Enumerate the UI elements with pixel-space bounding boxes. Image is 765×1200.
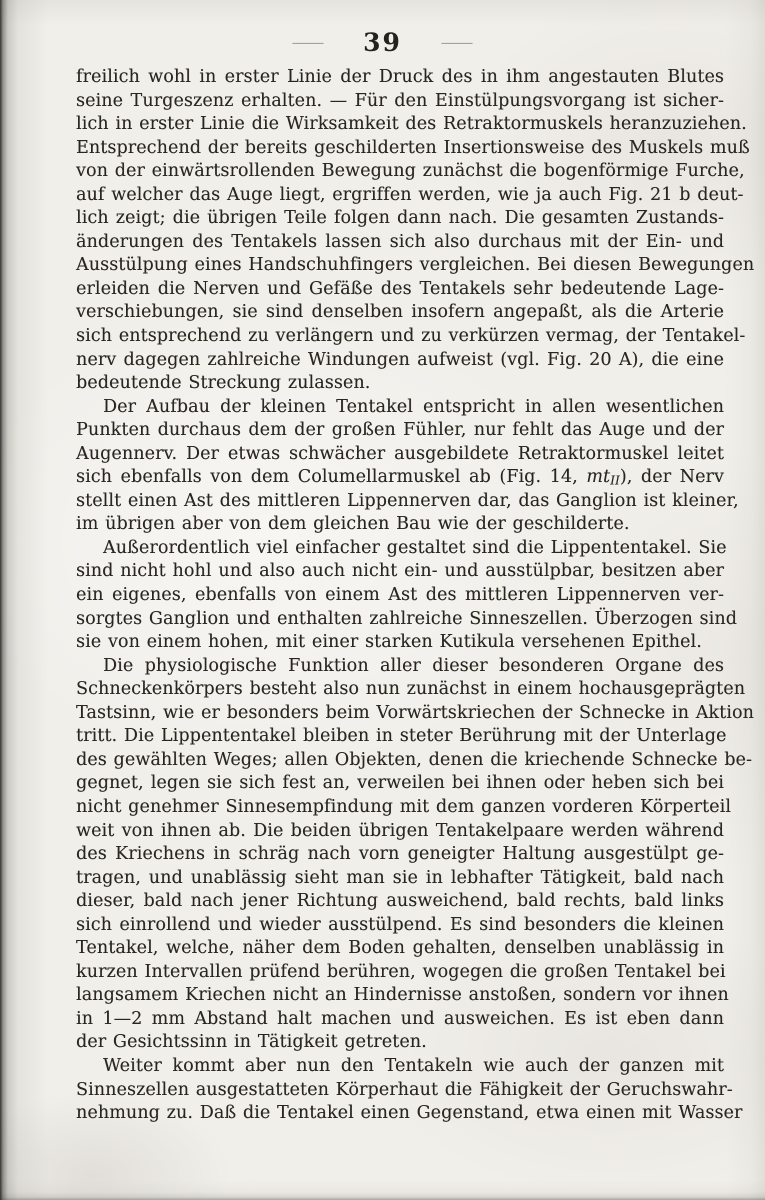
text-line: verschiebungen, sie sind denselben insofern angepaßt, als die Arterie [76,302,724,323]
text-line: Schneckenkörpers besteht also nun zunächst in einem hochausgeprägten [76,679,746,700]
text-line: stellt einen Ast des mittleren Lippennerven dar, das Ganglion ist kleiner, [76,490,739,511]
paragraph [76,655,754,1055]
text-segment: ), der Nerv [619,467,724,488]
text-line: Augennerv. Der etwas schwächer ausgebildete Retraktormuskel leitet [76,443,724,464]
text-line: Der Aufbau der kleinen Tentakel entspricht in allen wesentlichen [103,396,724,417]
text-line: seine Turgeszenz erhalten. — Für den Einstülpungsvorgang ist sicher- [76,90,724,111]
text-line: Punkten durchaus dem der großen Fühler, nur fehlt das Auge und der [76,420,724,441]
text-line: von der einwärtsrollenden Bewegung zunächst die bogenförmige Furche, [76,161,745,182]
text-line: nerv dagegen zahlreiche Windungen aufweist (vgl. Fig. 20 A), die eine [76,349,724,370]
text-line: bedeutende Streckung zulassen. [76,373,371,394]
text-line: sich entsprechend zu verlängern und zu verkürzen vermag, der Tentakel- [76,326,746,347]
header-dash-left: — [290,31,326,53]
text-block [76,66,755,1126]
paragraph [76,1055,743,1126]
text-line: des Kriechens in schräg nach vorn geneigter Haltung ausgestülpt ge- [76,844,724,865]
text-line: tragen, und unablässig sieht man sie in lebhafter Tätigkeit, bald nach [76,867,724,888]
page-number: 39 [363,27,402,57]
text-line: ein eigenes, ebenfalls von einem Ast des mittleren Lippennerven ver- [76,585,724,606]
text-line: Ausstülpung eines Handschuhfingers vergleichen. Bei diesen Bewegungen [76,255,755,276]
text-line: Sinneszellen ausgestatteten Körperhaut die Fähigkeit der Geruchswahr- [76,1079,733,1100]
text-line: lich in erster Linie die Wirksamkeit des Retraktormuskels heranzuziehen. [76,114,747,135]
text-line: gegnet, legen sie sich fest an, verweilen bei ihnen oder heben sich bei [76,773,724,794]
header-dash-right: — [439,31,474,53]
text-line: Außerordentlich viel einfacher gestaltet sind die Lippententakel. Sie [103,537,727,558]
text-line: erleiden die Nerven und Gefäße des Tentakels sehr bedeutende Lage- [76,278,724,299]
text-line: langsamem Kriechen nicht an Hindernisse anstoßen, sondern vor ihnen [76,985,729,1006]
text-line: dieser, bald nach jener Richtung ausweichend, bald rechts, bald links [76,891,724,912]
text-line: der Gesichtssinn in Tätigkeit getreten. [76,1032,427,1053]
text-line: sich einrollend und wieder ausstülpend. Es sind besonders die kleinen [76,914,724,935]
text-line: kurzen Intervallen prüfend berühren, wogegen die großen Tentakel bei [76,961,726,982]
text-line: Tastsinn, wie er besonders beim Vorwärtskriechen der Schnecke in Aktion [76,702,754,723]
text-line [76,466,724,490]
text-line: in 1—2 mm Abstand halt machen und ausweichen. Es ist eben dann [76,1008,724,1029]
paragraph [76,66,755,396]
text-segment: sich ebenfalls von dem Columellarmuskel ab (Fig. 14, [76,467,587,488]
text-line: sind nicht hohl und also auch nicht ein- und ausstülpbar, besitzen aber [76,561,724,582]
page-header [0,22,765,62]
text-line: sorgtes Ganglion und enthalten zahlreiche Sinneszellen. Überzogen sind [76,608,737,629]
text-line: des gewählten Weges; allen Objekten, denen die kriechende Schnecke be- [76,749,753,770]
text-line: nicht genehmer Sinnesempfindung mit dem ganzen vorderen Körperteil [76,796,732,817]
text-line: im übrigen aber von dem gleichen Bau wie der geschilderte. [76,514,630,535]
text-line: Die physiologische Funktion aller dieser besonderen Organe des [103,655,724,676]
text-line: lich zeigt; die übrigen Teile folgen dann nach. Die gesamten Zustands- [76,208,724,229]
text-line: sie von einem hohen, mit einer starken Kutikula versehenen Epithel. [76,632,702,653]
text-line: freilich wohl in erster Linie der Druck des in ihm angestauten Blutes [76,67,724,87]
text-line: änderungen des Tentakels lassen sich also durchaus mit der Ein- und [76,231,724,252]
text-line: Tentakel, welche, näher dem Boden gehalten, denselben unablässig in [76,938,724,959]
figure-abbreviation: II [610,473,620,488]
text-line: nehmung zu. Daß die Tentakel einen Gegenstand, etwa einen mit Wasser [76,1103,743,1124]
text-line: tritt. Die Lippententakel bleiben in steter Berührung mit der Unterlage [76,726,727,747]
paragraph [76,396,739,537]
text-line: auf welcher das Auge liegt, ergriffen werden, wie ja auch Fig. 21 b deut- [76,184,744,205]
text-line: Weiter kommt aber nun den Tentakeln wie auch der ganzen mit [103,1055,724,1076]
text-line: weit von ihnen ab. Die beiden übrigen Tentakelpaare werden während [76,820,724,841]
figure-abbreviation: mt [586,467,611,488]
paragraph [76,537,737,655]
text-line: Entsprechend der bereits geschilderten Insertionsweise des Muskels muß [76,137,750,158]
